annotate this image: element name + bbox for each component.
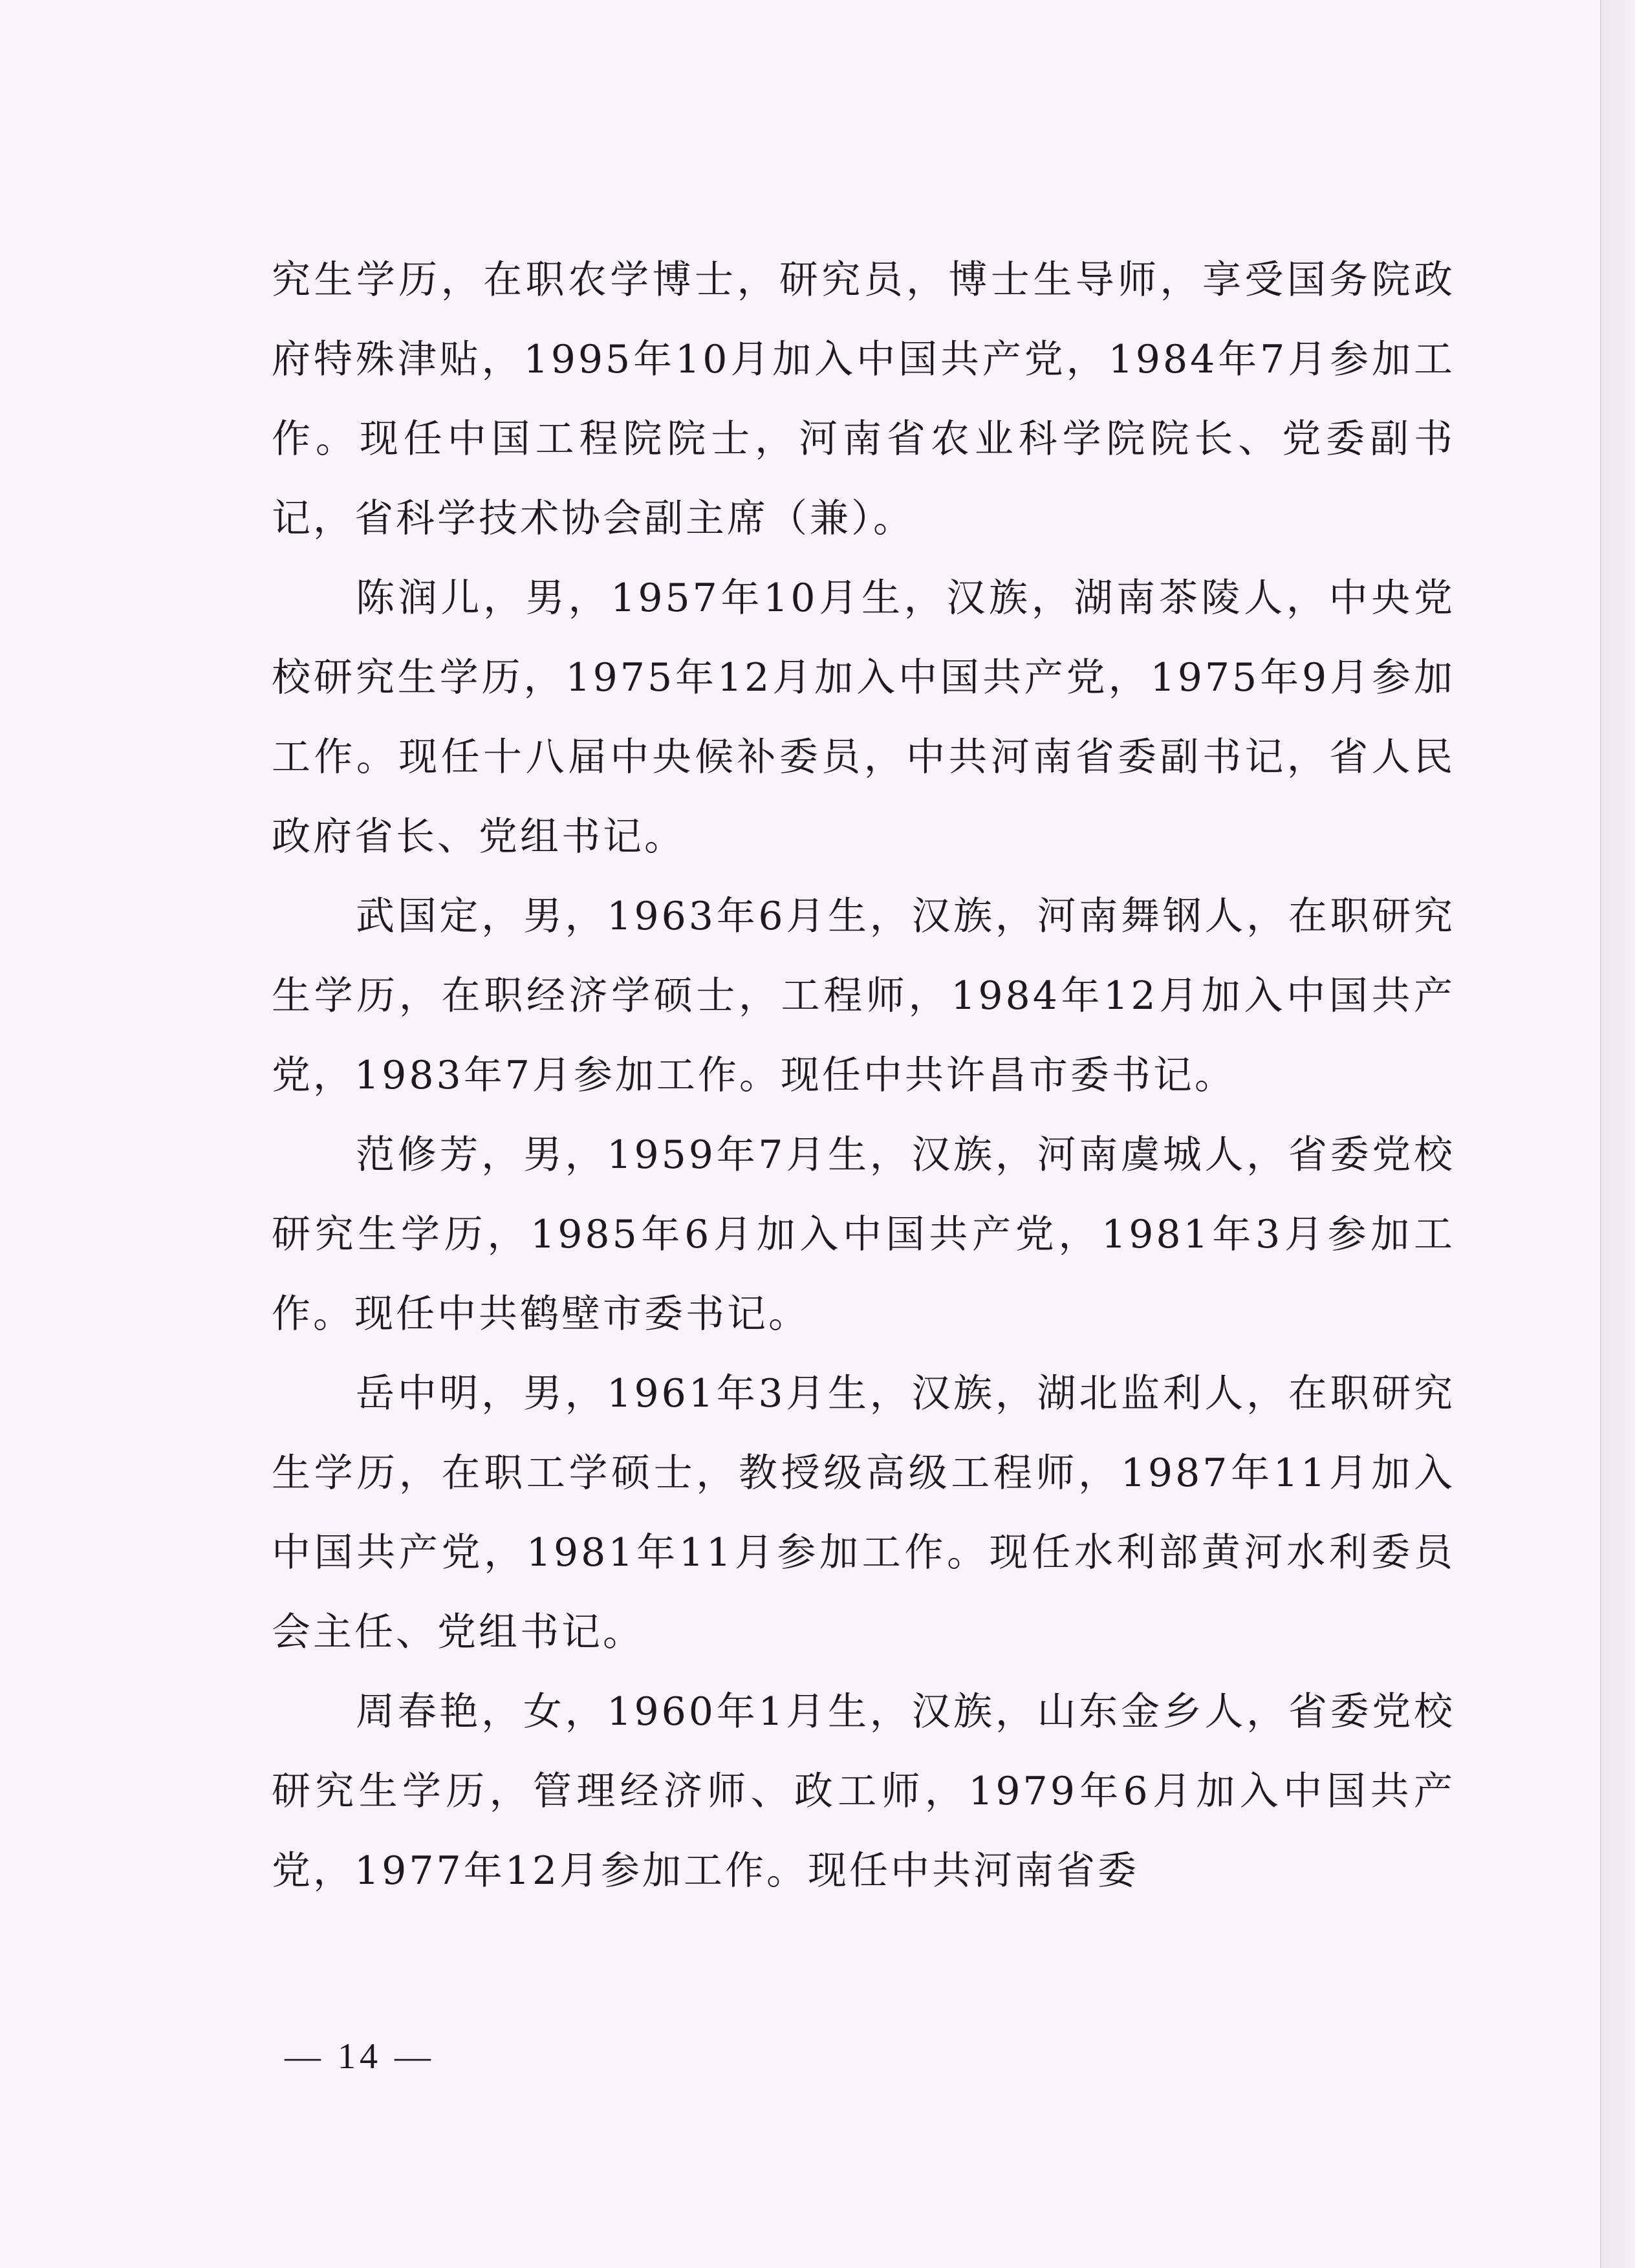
paragraph-fan-xiufang: 范修芳，男，1959年7月生，汉族，河南虞城人，省委党校研究生学历，1985年6月加入中国共产党，1981年3月参加工作。现任中共鹤壁市委书记。 — [272, 1132, 1455, 1337]
paragraph-zhou-chunyan: 周春艳，女，1960年1月生，汉族，山东金乡人，省委党校研究生学历，管理经济师、政工师，1979年6月加入中国共产党，1977年12月参加工作。现任中共河南省委 — [272, 1689, 1455, 1894]
paragraph-continuation: 究生学历，在职农学博士，研究员，博士生导师，享受国务院政府特殊津贴，1995年10月加入中国共产党，1984年7月参加工作。现任中国工程院院士，河南省农业科学院院长、党委副书记，省科学技术协会副主席（兼）。 — [272, 257, 1455, 541]
page-number: — 14 — — [285, 2036, 435, 2077]
page-edge-shadow — [1600, 0, 1635, 2268]
paragraph-wu-guoding: 武国定，男，1963年6月生，汉族，河南舞钢人，在职研究生学历，在职经济学硕士，工程师，1984年12月加入中国共产党，1983年7月参加工作。现任中共许昌市委书记。 — [272, 894, 1455, 1098]
paragraph-chen-runer: 陈润儿，男，1957年10月生，汉族，湖南茶陵人，中央党校研究生学历，1975年12月加入中国共产党，1975年9月参加工作。现任十八届中央候补委员，中共河南省委副书记，省人民政府省长、党组书记。 — [272, 576, 1455, 859]
document-body — [272, 241, 1455, 1911]
paragraph-yue-zhongming: 岳中明，男，1961年3月生，汉族，湖北监利人，在职研究生学历，在职工学硕士，教授级高级工程师，1987年11月加入中国共产党，1981年11月参加工作。现任水利部黄河水利委员会主任、党组书记。 — [272, 1371, 1455, 1655]
